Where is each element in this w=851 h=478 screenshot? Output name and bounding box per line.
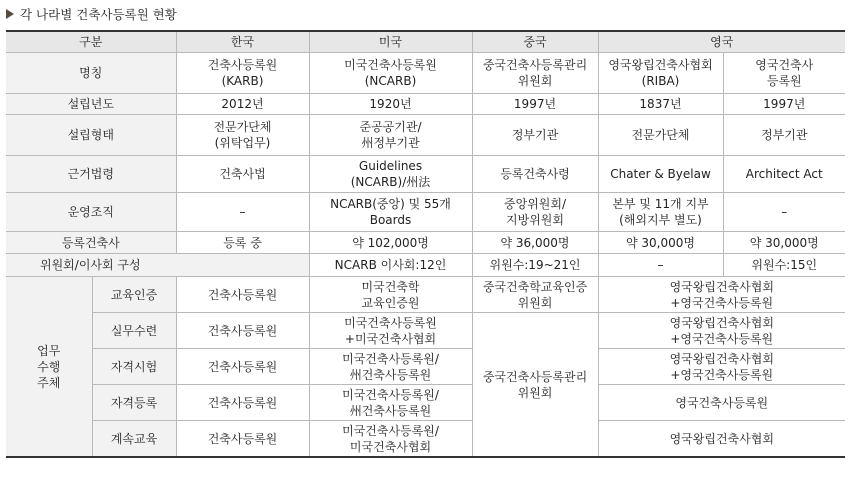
table-cell: 중국건축학교육인증 위원회	[472, 277, 598, 313]
table-cell: 약 102,000명	[309, 232, 472, 254]
table-cell: 위원수:19~21인	[472, 254, 598, 277]
table-cell: 건축사등록원 (KARB)	[176, 53, 309, 94]
section-title	[6, 4, 177, 24]
table-cell: Architect Act	[723, 156, 845, 193]
row-label: 설립년도	[6, 94, 176, 115]
table-cell: 건축사법	[176, 156, 309, 193]
table-cell: 미국건축사등록원/ 州건축사등록원	[309, 349, 472, 385]
table-cell: 등록건축사령	[472, 156, 598, 193]
table-cell: 영국건축사 등록원	[723, 53, 845, 94]
table-cell: 2012년	[176, 94, 309, 115]
table-cell: 1837년	[598, 94, 723, 115]
table-cell: 건축사등록원	[176, 277, 309, 313]
table-cell: 건축사등록원	[176, 385, 309, 421]
table-cell: 미국건축사등록원/ 미국건축사협회	[309, 421, 472, 458]
table-cell: 영국왕립건축사협회 +영국건축사등록원	[598, 349, 845, 385]
table-cell: 등록 중	[176, 232, 309, 254]
table-cell: 건축사등록원	[176, 421, 309, 458]
table-cell: 본부 및 11개 지부 (해외지부 별도)	[598, 193, 723, 232]
table-cell: NCARB(중앙) 및 55개 Boards	[309, 193, 472, 232]
header-korea: 한국	[176, 31, 309, 53]
table-row	[6, 193, 845, 232]
table-cell: –	[598, 254, 723, 277]
duty-label: 계속교육	[92, 421, 176, 458]
row-label: 등록건축사	[6, 232, 176, 254]
row-label: 근거법령	[6, 156, 176, 193]
table-cell: 정부기관	[472, 115, 598, 156]
duty-label: 자격시험	[92, 349, 176, 385]
table-row	[6, 115, 845, 156]
table-cell: 위원수:15인	[723, 254, 845, 277]
table-row	[6, 94, 845, 115]
table-cell: 미국건축사등록원/ 州건축사등록원	[309, 385, 472, 421]
table-cell: Guidelines (NCARB)/州法	[309, 156, 472, 193]
table-cell: 1920년	[309, 94, 472, 115]
table-cell: 정부기관	[723, 115, 845, 156]
table-cell: 중앙위원회/ 지방위원회	[472, 193, 598, 232]
table-cell: 준공공기관/ 州정부기관	[309, 115, 472, 156]
table-cell-merged: 중국건축사등록관리 위원회	[472, 313, 598, 458]
table-cell: 1997년	[723, 94, 845, 115]
table-cell: 영국왕립건축사협회 +영국건축사등록원	[598, 313, 845, 349]
table-cell: NCARB 이사회:12인	[309, 254, 472, 277]
table-cell: Chater & Byelaw	[598, 156, 723, 193]
table-cell: 영국왕립건축사협회 +영국건축사등록원	[598, 277, 845, 313]
table-row	[6, 313, 845, 349]
table-row	[6, 349, 845, 385]
table-cell: 전문가단체	[598, 115, 723, 156]
section-title-text: 각 나라별 건축사등록원 현황	[20, 7, 177, 22]
table-row	[6, 254, 845, 277]
table-cell: 미국건축학 교육인증원	[309, 277, 472, 313]
table-cell: 약 30,000명	[723, 232, 845, 254]
header-row	[6, 31, 845, 53]
table-cell: 미국건축사등록원 (NCARB)	[309, 53, 472, 94]
header-category: 구분	[6, 31, 176, 53]
table-cell: 건축사등록원	[176, 313, 309, 349]
table-cell: 약 30,000명	[598, 232, 723, 254]
table-cell: 영국왕립건축사협회	[598, 421, 845, 458]
table-row	[6, 277, 845, 313]
header-usa: 미국	[309, 31, 472, 53]
table-row	[6, 53, 845, 94]
triangle-bullet-icon	[6, 9, 14, 19]
table-cell: –	[723, 193, 845, 232]
table-row	[6, 232, 845, 254]
table-cell: 영국건축사등록원	[598, 385, 845, 421]
table-cell: 약 36,000명	[472, 232, 598, 254]
architect-registration-table	[6, 30, 845, 458]
row-label: 명칭	[6, 53, 176, 94]
table-cell: 전문가단체 (위탁업무)	[176, 115, 309, 156]
duty-label: 교육인증	[92, 277, 176, 313]
table-cell: 1997년	[472, 94, 598, 115]
duty-label: 자격등록	[92, 385, 176, 421]
table-row	[6, 156, 845, 193]
header-uk: 영국	[598, 31, 845, 53]
table-row	[6, 385, 845, 421]
header-china: 중국	[472, 31, 598, 53]
duty-label: 실무수련	[92, 313, 176, 349]
table-cell: –	[176, 193, 309, 232]
row-label: 운영조직	[6, 193, 176, 232]
table-cell: 미국건축사등록원 +미국건축사협회	[309, 313, 472, 349]
duty-group-label: 업무 수행 주체	[6, 277, 92, 458]
table-cell: 중국건축사등록관리 위원회	[472, 53, 598, 94]
row-label: 위원회/이사회 구성	[6, 254, 309, 277]
table-cell: 영국왕립건축사협회 (RIBA)	[598, 53, 723, 94]
table-row	[6, 421, 845, 458]
table-cell: 건축사등록원	[176, 349, 309, 385]
row-label: 설립형태	[6, 115, 176, 156]
